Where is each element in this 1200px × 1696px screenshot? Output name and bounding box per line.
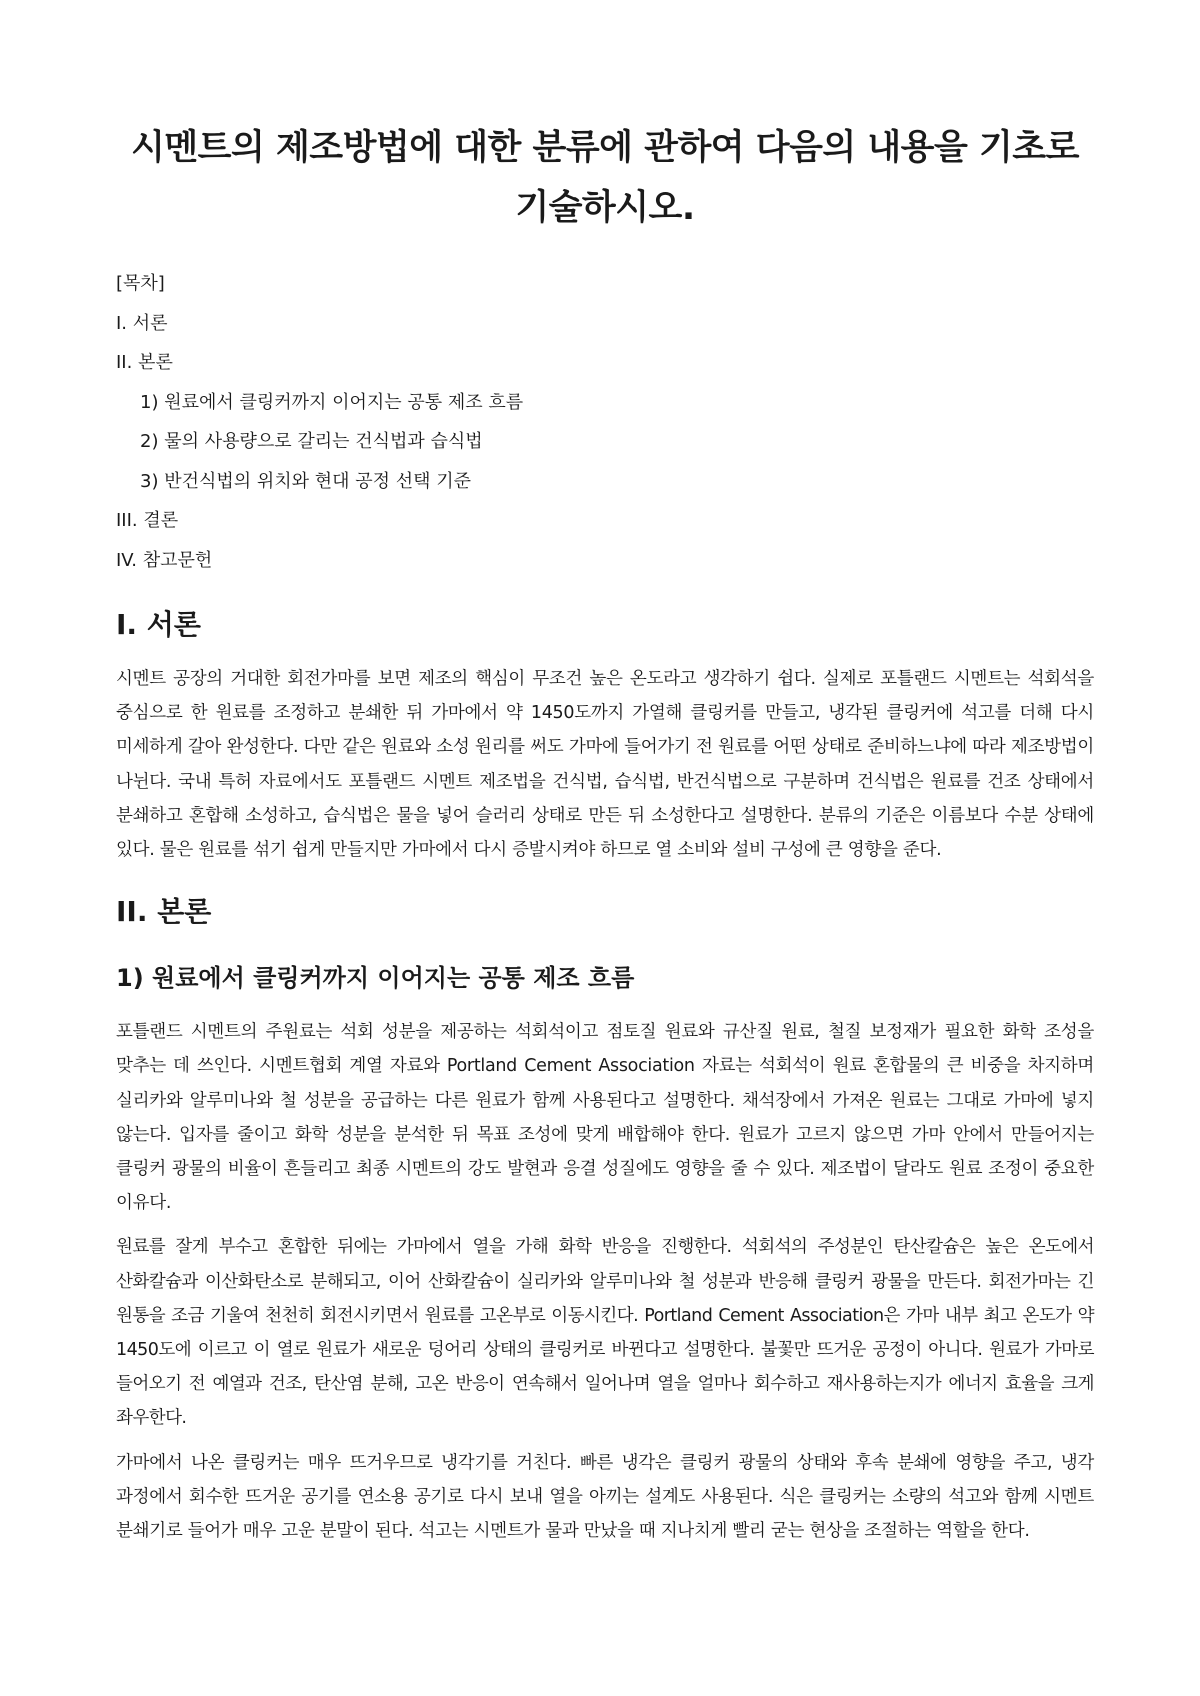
toc-item: IV. 참고문헌: [116, 549, 213, 571]
body-paragraph: 가마에서 나온 클링커는 매우 뜨거우므로 냉각기를 거친다. 빠른 냉각은 클링커 광물의 상태와 후속 분쇄에 영향을 주고, 냉각 과정에서 회수한 뜨거운 공기를 연소용 공기로 다시 보내 열을 아끼는 설계도 사용된다. 식은 클링커는 소량의 석고와 함께 시멘트 분쇄기로 들어가 매우 고운 분말이 된다. 석고는 시멘트가 물과 만났을 때 지나치게 빨리 굳는 현상을 조절하는 역할을 한다.: [116, 1452, 1094, 1542]
section-heading-intro: I. 서론: [116, 608, 201, 641]
document-title: 시멘트의 제조방법에 대한 분류에 관하여 다음의 내용을 기초로 기술하시오.: [131, 128, 1079, 228]
toc-subitem: 3) 반건식법의 위치와 현대 공정 선택 기준: [140, 470, 472, 492]
toc-item: I. 서론: [116, 312, 168, 334]
toc-heading: [목차]: [116, 273, 165, 294]
table-of-contents: [116, 264, 1094, 580]
section-heading-body: II. 본론: [116, 895, 212, 929]
toc-item: III. 결론: [116, 510, 179, 531]
intro-paragraph: 시멘트 공장의 거대한 회전가마를 보면 제조의 핵심이 무조건 높은 온도라고 생각하기 쉽다. 실제로 포틀랜드 시멘트는 석회석을 중심으로 한 원료를 조정하고 분쇄한 뒤 가마에서 약 1450도까지 가열해 클링커를 만들고, 냉각된 클링커에 석고를 더해 다시 미세하게 갈아 완성한다. 다만 같은 원료와 소성 원리를 써도 가마에 들어가기 전 원료를 어떤 상태로 준비하느냐에 따라 제조방법이 나뉜다. 국내 특허 자료에서도 포틀랜드 시멘트 제조법을 건식법, 습식법, 반건식법으로 구분하며 건식법은 원료를 건조 상태에서 분쇄하고 혼합해 소성하고, 습식법은 물을 넣어 슬러리 상태로 만든 뒤 소성한다고 설명한다. 분류의 기준은 이름보다 수분 상태에 있다. 물은 원료를 섞기 쉽게 만들지만 가마에서 다시 증발시켜야 하므로 열 소비와 설비 구성에 큰 영향을 준다.: [116, 669, 1094, 861]
subsection-heading-1: 1) 원료에서 클링커까지 이어지는 공통 제조 흐름: [116, 964, 635, 993]
body-paragraph: 포틀랜드 시멘트의 주원료는 석회 성분을 제공하는 석회석이고 점토질 원료와 규산질 원료, 철질 보정재가 필요한 화학 조성을 맞추는 데 쓰인다. 시멘트협회 계열 자료와 Portland Cement Association 자료는 석회석이 원료 혼합물의 큰 비중을 차지하며 실리카와 알루미나와 철 성분을 공급하는 다른 원료가 함께 사용된다고 설명한다. 채석장에서 가져온 원료는 그대로 가마에 넣지 않는다. 입자를 줄이고 화학 성분을 분석한 뒤 목표 조성에 맞게 배합해야 한다. 원료가 고르지 않으면 가마 안에서 만들어지는 클링커 광물의 비율이 흔들리고 최종 시멘트의 강도 발현과 응결 성질에도 영향을 줄 수 있다. 제조법이 달라도 원료 조정이 중요한 이유다.: [116, 1022, 1094, 1214]
toc-subitem: 2) 물의 사용량으로 갈리는 건식법과 습식법: [140, 431, 483, 452]
toc-subitem: 1) 원료에서 클링커까지 이어지는 공통 제조 흐름: [140, 391, 524, 413]
body-paragraph: 원료를 잘게 부수고 혼합한 뒤에는 가마에서 열을 가해 화학 반응을 진행한다. 석회석의 주성분인 탄산칼슘은 높은 온도에서 산화칼슘과 이산화탄소로 분해되고, 이어 산화칼슘이 실리카와 알루미나와 철 성분과 반응해 클링커 광물을 만든다. 회전가마는 긴 원통을 조금 기울여 천천히 회전시키면서 원료를 고온부로 이동시킨다. Portland Cement Association은 가마 내부 최고 온도가 약 1450도에 이르고 이 열로 원료가 새로운 덩어리 상태의 클링커로 바뀐다고 설명한다. 불꽃만 뜨거운 공정이 아니다. 원료가 가마로 들어오기 전 예열과 건조, 탄산염 분해, 고온 반응이 연속해서 일어나며 열을 얼마나 회수하고 재사용하는지가 에너지 효율을 크게 좌우한다.: [116, 1237, 1094, 1429]
toc-item: II. 본론: [116, 352, 173, 373]
